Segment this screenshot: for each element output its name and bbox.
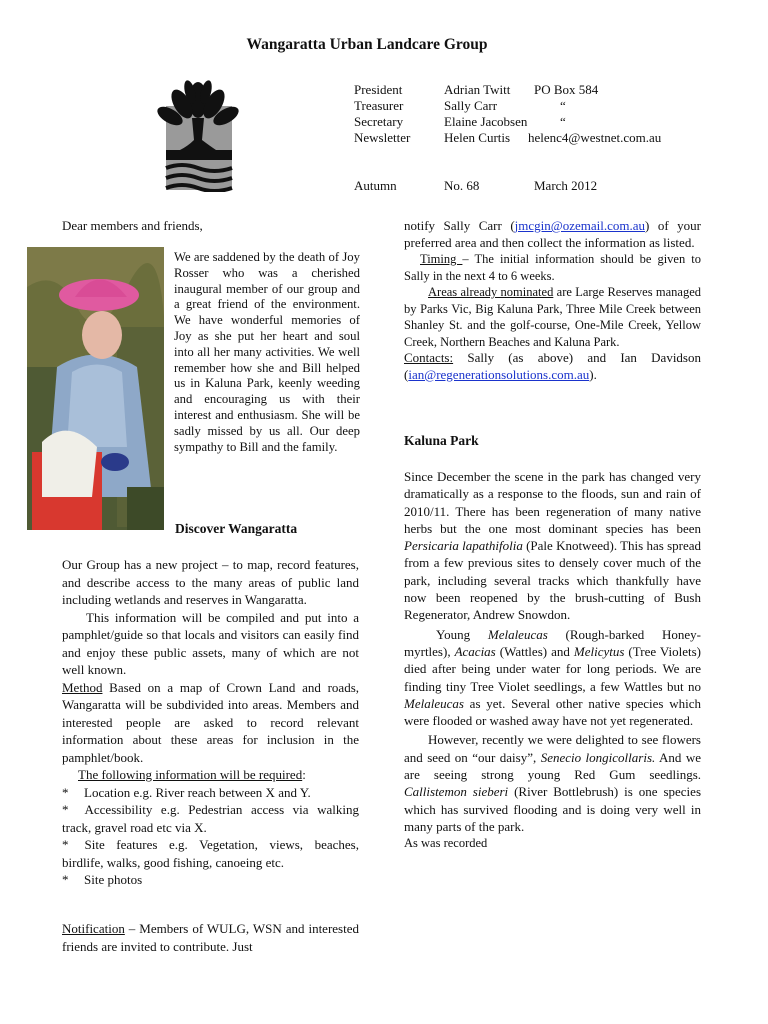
right-column-top <box>404 218 701 383</box>
contact-role: Treasurer <box>354 98 404 113</box>
kaluna-paragraph-2 <box>404 626 701 730</box>
species-name: Senecio longicollaris. <box>540 749 656 765</box>
list-item <box>62 801 359 836</box>
notify-text: notify Sally Carr ( <box>404 218 515 233</box>
text-run: as yet. Several other native species which were flooded or washed away have not yet regenerated. <box>404 695 701 729</box>
text-run: However, recently we were delighted to see flowers and seed on “our daisy”, <box>404 732 701 765</box>
bullet-mark: * <box>62 872 69 887</box>
requirements-list <box>62 784 359 889</box>
contact-detail: PO Box 584 <box>534 82 599 97</box>
issue-number: No. 68 <box>444 178 480 193</box>
contacts-label: Contacts: <box>404 350 454 365</box>
list-item <box>62 871 359 889</box>
text-run: (Rough-barked Honey-myrtles), <box>404 626 701 659</box>
contact-detail: helenc4@westnet.com.au <box>528 130 662 145</box>
text-run: And we are seeing strong young Red Gum seedlings. <box>404 749 701 783</box>
text-run: (Tree Violets) died after being under water for long periods. We are finding tiny Tree Violet seedlings, a few Wattles but no <box>404 643 701 694</box>
timing-label: Timing <box>420 252 463 266</box>
issue-date: March 2012 <box>534 178 598 193</box>
species-name: Persicaria lapathifolia <box>404 538 523 554</box>
list-item-text: Accessibility e.g. Pedestrian access via walking track, gravel road etc via X. <box>62 802 359 835</box>
species-name: Melicytus <box>573 643 625 659</box>
list-item-text: Site features e.g. Vegetation, views, beaches, birdlife, walks, good fishing, canoeing etc. <box>62 837 359 870</box>
kaluna-park-heading: Kaluna Park <box>404 433 479 448</box>
required-line <box>62 766 359 784</box>
notify-text-end: ) of your preferred area and then collect the information as listed. <box>404 218 701 250</box>
method-paragraph <box>62 679 359 767</box>
bullet-mark: * <box>62 802 69 817</box>
list-item-text: Site photos <box>84 872 143 887</box>
email-link-sally[interactable]: jmcgin@ozemail.com.au <box>514 218 646 233</box>
areas-label: Areas already nominated <box>428 285 554 299</box>
contact-detail: “ <box>560 114 566 129</box>
contact-role: President <box>354 82 403 97</box>
notification-text: – Members of WULG, WSN and interested friends are invited to contribute. Just <box>62 921 359 954</box>
issue-season: Autumn <box>354 178 397 193</box>
timing-paragraph <box>404 251 701 284</box>
areas-paragraph <box>404 284 701 350</box>
species-name: Melaleucas <box>487 626 548 642</box>
list-item-text: Location e.g. River reach between X and Y. <box>84 784 311 800</box>
method-text: Based on a map of Crown Land and roads, Wangaratta will be subdivided into areas. Members and interested people are asked to record relevant information about these areas for inclusion in the pamphlet/book. <box>62 679 359 765</box>
kaluna-paragraph-1 <box>404 468 701 624</box>
contact-name: Elaine Jacobsen <box>444 114 528 129</box>
landcare-tree-logo <box>152 78 244 192</box>
notification-label: Notification <box>62 921 125 936</box>
project-paragraph-2: This information will be compiled and put into a pamphlet/guide so that locals and visitors can easily find and enjoy these public assets, many of which are not well known. <box>62 609 359 677</box>
required-colon: : <box>302 767 306 782</box>
as-was-recorded: As was recorded <box>404 836 488 851</box>
list-item <box>62 784 359 802</box>
greeting: Dear members and friends, <box>62 218 203 233</box>
project-paragraph-1: Our Group has a new project – to map, record features, and describe access to the many areas of public land including wetlands and reserves in Wangaratta. <box>62 557 359 607</box>
species-name: Melaleucas <box>404 695 464 711</box>
tribute-paragraph: We are saddened by the death of Joy Rosser who was a cherished inaugural member of our group and a great friend of the environment. We have wonderful memories of Joy as she put her heart and soul into all her many activities. We well remember how she and Bill helped us in Kaluna Park, keenly weeding and encouraging us with their interest and enthusiasm. She will be sadly missed by us all. Our deep sympathy to Bill and the family. <box>174 250 360 454</box>
discover-wangaratta-heading: Discover Wangaratta <box>175 521 298 536</box>
text-run: (Wattles) and <box>495 643 574 659</box>
bullet-mark: * <box>62 837 69 852</box>
contacts-text: Sally (as above) and Ian Davidson ( <box>404 350 701 382</box>
contact-name: Sally Carr <box>444 98 498 113</box>
kaluna-park-section <box>404 468 701 853</box>
areas-text: are Large Reserves managed by Parks Vic, Big Kaluna Park, Three Mile Creek between Shanley St. and the golf-course, One-Mile Creek, Yellow Creek, Northern Beaches and Kaluna Park. <box>404 285 701 349</box>
newsletter-title: Wangaratta Urban Landcare Group <box>246 36 488 53</box>
contacts-paragraph <box>404 350 701 383</box>
required-label: The following information will be required <box>78 767 303 782</box>
text-run: Young <box>436 626 488 642</box>
notification-paragraph <box>62 920 359 955</box>
contact-name: Adrian Twitt <box>444 82 511 97</box>
text-run: Since December the scene in the park has changed very dramatically as a response to the floods, sun and rain of 2010/11. There has been regeneration of many native herbs but the one most dominant species has been <box>404 469 701 536</box>
species-name: Callistemon sieberi <box>404 784 509 800</box>
contact-detail: “ <box>560 98 566 113</box>
bullet-mark: * <box>62 784 69 800</box>
contacts-end: ). <box>589 366 597 382</box>
timing-text: – The initial information should be given to Sally in the next 4 to 6 weeks. <box>404 252 702 283</box>
kaluna-paragraph-3 <box>404 731 701 835</box>
contact-role: Newsletter <box>354 130 411 145</box>
notify-paragraph <box>404 218 701 251</box>
text-run: (Pale Knotweed). This has spread from a few previous sites to densely cover much of the park, including several tracks which thankfully have now been reopened by the brush-cutting of Bush Regenerator, Andrew Snowdon. <box>404 538 701 623</box>
text-run: (River Bottlebrush) is one species which has survived flooding and is doing very well in many parts of the park. <box>404 784 702 834</box>
contact-name: Helen Curtis <box>444 130 511 145</box>
contact-role: Secretary <box>354 114 404 129</box>
email-link-ian[interactable]: ian@regenerationsolutions.com.au <box>408 366 590 382</box>
photo-joy-rosser <box>27 247 164 530</box>
method-label: Method <box>62 679 103 695</box>
species-name: Acacias <box>454 643 496 659</box>
list-item <box>62 836 359 871</box>
discover-section <box>62 556 359 889</box>
